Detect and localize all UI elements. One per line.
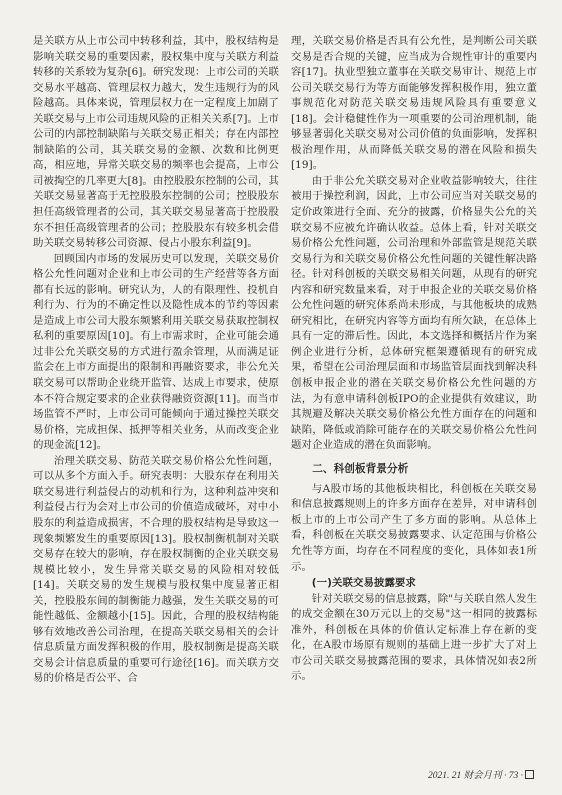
square-icon [525, 770, 534, 779]
paragraph: 由于非公允关联交易对企业收益影响较大，往往被用于操控利润，因此，上市公司应当对关联交易的定价政策进行全面、充分的披露，价格显失公允的关联交易不应被允许确认收益。总体上看，针对关联交易价格公允性问题，公司治理和外部监管是规范关联交易行为和关联交易价格公允性问题的关键性解决路径。针对科创板的关联交易相关问题，从现有的研究内容和研究数量来看，对于申报企业的关联交易价格公允性问题的研究体系尚未形成，与其他板块的成熟研究相比，在研究内容等方面均有所欠缺，在总体上具有一定的滞后性。因此，本文选择和概括片作为案例企业进行分析，总体研究框架遵循现有的研究成果，希望在公司治理层面和市场监管层面找到解决科创板申报企业的潜在关联交易价格公允性问题的方法，为有意申请科创板IPO的企业提供有效建议，助其规避及解决关联交易价格公允性方面存在的问题和缺陷，降低或消除可能存在的关联交易价格公允性问题对企业造成的潜在负面影响。 [291, 174, 537, 452]
paragraph: 是关联方从上市公司中转移利益，其中，股权结构是影响关联交易的重要因素，股权集中度与关联方利益转移的关系较为复杂[6]。研究发现：上市公司的关联交易水平越高、管理层权力越大，发生违规行为的风险越高。具体来说，管理层权力在一定程度上加剧了关联交易与上市公司违规风险的正相关关系[7]。上市公司的内部控制缺陷与关联交易正相关；存在内部控制缺陷的公司，其关联交易的金额、次数和比例更高，相应地，异常关联交易的频率也会提高，上市公司被掏空的几率更大[8]。由控股股东控制的公司，其关联交易显著高于无控股股东控制的公司；控股股东担任高级管理者的公司，其关联交易显著高于控股股东不担任高级管理者的公司；控股股东有较多机会借助关联交易转移公司资源、侵占小股东利益[9]。 [33, 35, 279, 250]
section-heading: 二、科创板背景分析 [312, 462, 409, 475]
right-column [291, 34, 537, 685]
paragraph: 治理关联交易、防范关联交易价格公允性问题，可以从多个方面入手。研究表明：大股东存在利用关联交易进行利益侵占的动机和行为，这种利益冲突和利益侵占行为会对上市公司的价值造成破坏，对中小股东的利益造成损害，不合理的股权结构是导致这一现象频繁发生的重要原因[13]。股权制衡机制对关联交易存在较大的影响，存在股权制衡的企业关联交易规模比较小，发生异常关联交易的风险相对较低[14]。关联交易的发生规模与股权集中度显著正相关，控股股东间的制衡能力越强，发生关联交易的可能性越低、金额越小[15]。因此，合理的股权结构能够有效地改善公司治理，在提高关联交易相关的会计信息质量方面发挥积极的作用，股权制衡是提高关联交易会计信息质量的重要可行途径[16]。而关联方交易的价格是否公平、合 [33, 454, 279, 685]
paragraph: 理，关联交易价格是否具有公允性，是判断公司关联交易是否合规的关键，应当成为合规性审计的重要内容[17]。执业型独立董事在关联交易审计、规范上市公司关联交易行为等方面能够发挥积极作用，独立董事规范化对防范关联交易违规风险具有重要意义[18]。会计稳健性作为一项重要的公司治理机制，能够显著弱化关联交易对公司价值的负面影响，发挥积极治理作用，从而降低关联交易的潜在风险和损失[19]。 [291, 35, 537, 172]
footer-text: 2021. 21 财会月刊 · 73 · [427, 771, 523, 781]
paragraph: 回顾国内市场的发展历史可以发现，关联交易价格公允性问题对企业和上市公司的生产经营等各方面都有长远的影响。研究认为，人的有限理性、投机自利行为、行为的不确定性以及隐性成本的节约等因素是造成上市公司大股东频繁利用关联交易获取控制权私利的重要原因[10]。有上市需求时，企业可能会通过非公允关联交易的方式进行盈余管理，从而满足证监会在上市方面提出的限制和再融资要求，非公允关联交易可以帮助企业绕开监管、达成上市要求，使原本不符合规定要求的企业获得融资资源[11]。而当市场监管不严时，上市公司可能倾向于通过操控关联交易价格，完成担保、抵押等相关业务，从而改变企业的现金流[12]。 [33, 252, 279, 452]
paragraph: 与A股市场的其他板块相比，科创板在关联交易和信息披露规则上的许多方面存在差异，对申请科创板上市的上市公司产生了多方面的影响。从总体上看，科创板在关联交易披露要求、认定范围与价格公允性等方面，均存在不同程度的变化，具体如表1所示。 [291, 482, 537, 573]
page-footer [428, 767, 534, 781]
paragraph: 针对关联交易的信息披露，除"与关联自然人发生的成交金额在30万元以上的交易"这一相同的披露标准外，科创板在具体的价值认定标准上存在新的变化，在A股市场原有规则的基础上进一步扩大了对上市公司关联交易披露范围的要求，具体情况如表2所示。 [291, 592, 537, 683]
left-column [33, 34, 279, 687]
subsection-heading: (一)关联交易披露要求 [311, 577, 416, 590]
